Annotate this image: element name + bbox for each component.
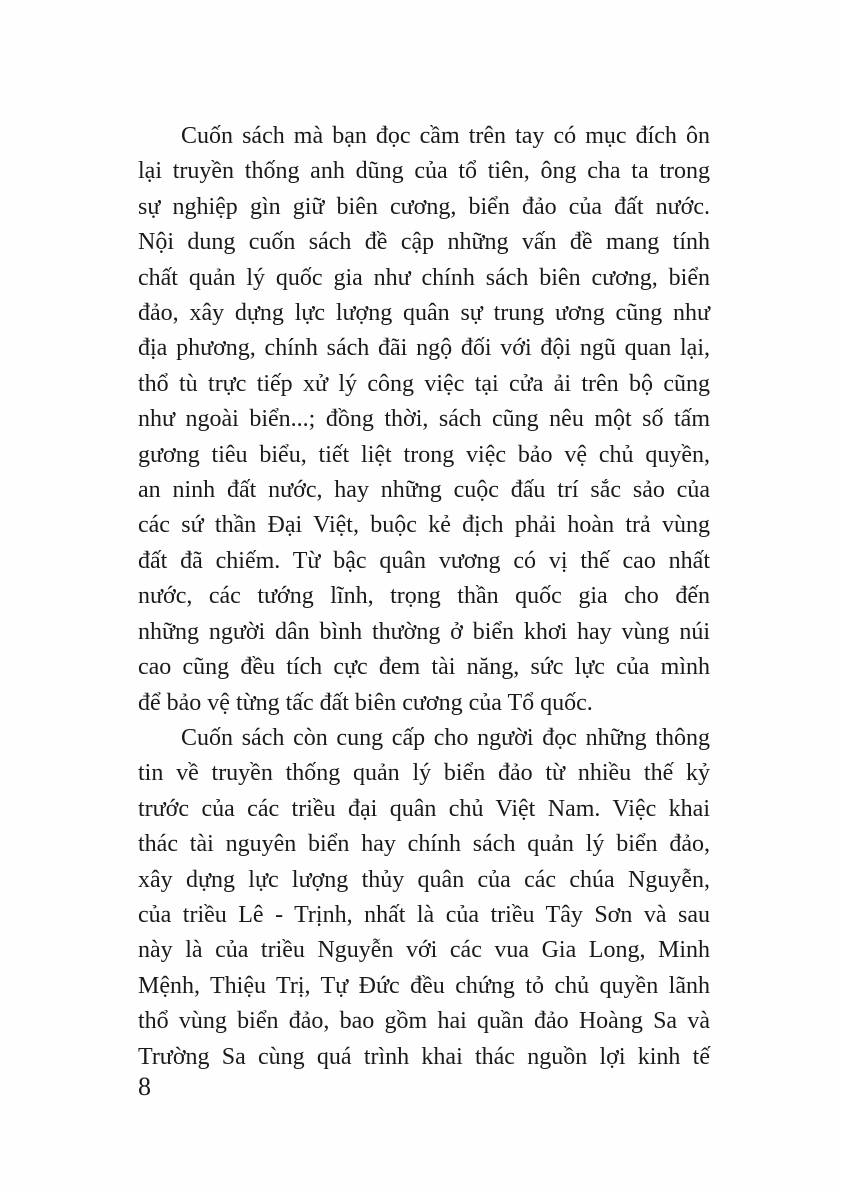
text-line: đảo, xây dựng lực lượng quân sự trung ương cũng như <box>138 300 710 327</box>
body-text <box>138 119 710 1075</box>
text-line: lại truyền thống anh dũng của tổ tiên, ông cha ta trong <box>138 158 710 185</box>
text-line: an ninh đất nước, hay những cuộc đấu trí sắc sảo của <box>138 477 710 504</box>
page-number: 8 <box>138 1072 151 1101</box>
text-line: thổ vùng biển đảo, bao gồm hai quần đảo Hoàng Sa và <box>138 1008 710 1035</box>
text-line: cao cũng đều tích cực đem tài năng, sức lực của mình <box>138 654 710 681</box>
text-line: địa phương, chính sách đãi ngộ đối với đội ngũ quan lại, <box>138 335 710 362</box>
text-line: chất quản lý quốc gia như chính sách biên cương, biển <box>138 264 710 291</box>
text-line: của triều Lê - Trịnh, nhất là của triều Tây Sơn và sau <box>138 901 710 928</box>
paragraph-1 <box>138 119 710 721</box>
text-line: để bảo vệ từng tấc đất biên cương của Tổ quốc. <box>138 689 593 716</box>
text-line: như ngoài biển...; đồng thời, sách cũng nêu một số tấm <box>138 406 710 433</box>
text-line: Trường Sa cùng quá trình khai thác nguồn lợi kinh tế <box>138 1043 710 1070</box>
paragraph-2 <box>138 721 710 1075</box>
text-line: những người dân bình thường ở biển khơi hay vùng núi <box>138 618 710 645</box>
text-line: thổ tù trực tiếp xử lý công việc tại cửa ải trên bộ cũng <box>138 370 710 397</box>
text-line: sự nghiệp gìn giữ biên cương, biển đảo của đất nước. <box>138 193 710 220</box>
text-line: tin về truyền thống quản lý biển đảo từ nhiều thế kỷ <box>138 760 710 787</box>
text-line: gương tiêu biểu, tiết liệt trong việc bảo vệ chủ quyền, <box>138 441 710 468</box>
text-line: này là của triều Nguyễn với các vua Gia Long, Minh <box>138 937 710 964</box>
text-line: đất đã chiếm. Từ bậc quân vương có vị thế cao nhất <box>138 547 710 574</box>
text-line: Cuốn sách mà bạn đọc cầm trên tay có mục đích ôn <box>181 123 710 149</box>
text-line: trước của các triều đại quân chủ Việt Nam. Việc khai <box>138 795 710 822</box>
text-line: xây dựng lực lượng thủy quân của các chúa Nguyễn, <box>138 866 710 893</box>
text-line: Cuốn sách còn cung cấp cho người đọc những thông <box>181 724 710 751</box>
text-line: Mệnh, Thiệu Trị, Tự Đức đều chứng tỏ chủ quyền lãnh <box>138 972 710 999</box>
text-line: Nội dung cuốn sách đề cập những vấn đề mang tính <box>138 229 710 256</box>
text-line: nước, các tướng lĩnh, trọng thần quốc gia cho đến <box>138 583 710 610</box>
text-line: các sứ thần Đại Việt, buộc kẻ địch phải hoàn trả vùng <box>138 512 710 539</box>
text-line: thác tài nguyên biển hay chính sách quản lý biển đảo, <box>138 831 710 858</box>
